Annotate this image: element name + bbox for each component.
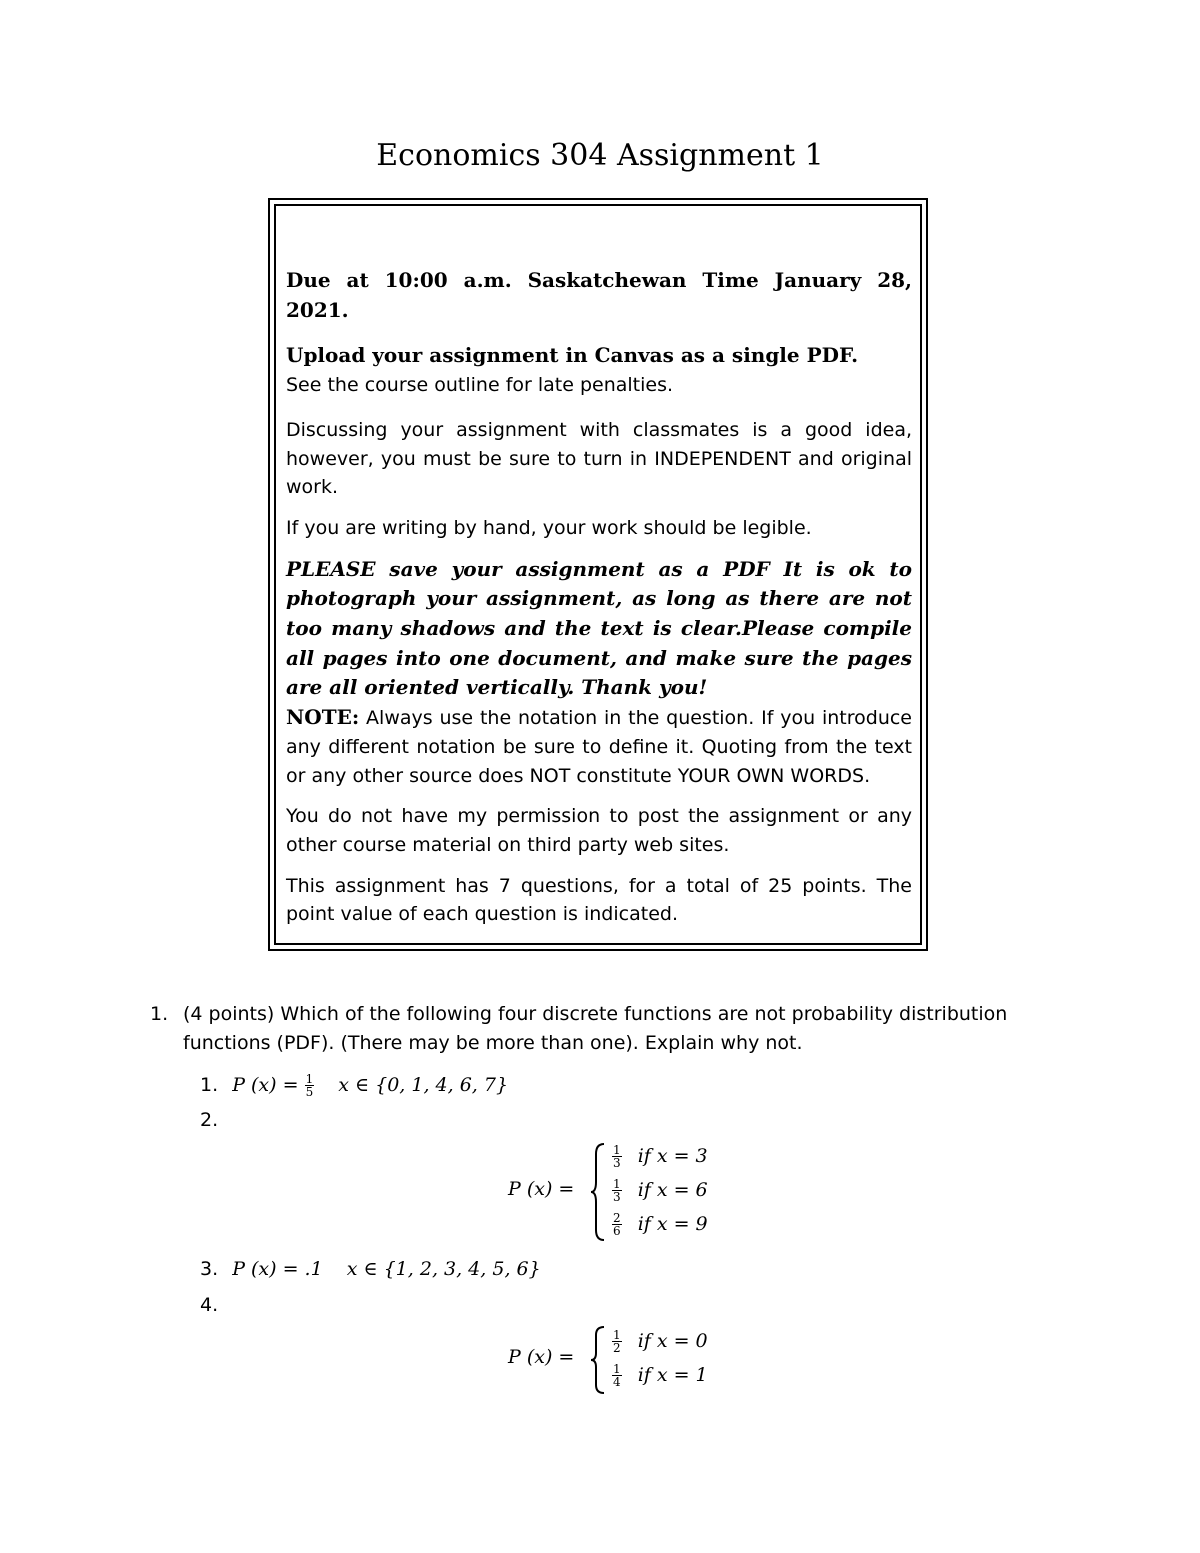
permission-paragraph: You do not have my permission to post the assignment or any other course material on third party web sites. bbox=[286, 805, 912, 856]
due-date bbox=[286, 266, 912, 325]
question-1 bbox=[150, 1000, 1070, 1057]
numerator: 1 bbox=[613, 1177, 621, 1191]
numerator: 1 bbox=[613, 1328, 621, 1342]
case-condition: if x = 0 bbox=[637, 1329, 708, 1352]
denominator: 6 bbox=[613, 1224, 621, 1238]
discuss-paragraph: Discussing your assignment with classmates is a good idea, however, you must be sure to turn in INDEPENDENT and original work. bbox=[286, 418, 912, 499]
case-row bbox=[612, 1329, 708, 1354]
case-condition: if x = 6 bbox=[637, 1178, 708, 1201]
denominator: 5 bbox=[305, 1085, 314, 1099]
sub-item-2-lhs: P (x) = bbox=[508, 1178, 575, 1200]
formula-lhs: P (x) = bbox=[232, 1074, 305, 1096]
fraction bbox=[612, 1212, 622, 1237]
denominator: 2 bbox=[613, 1341, 621, 1355]
numerator: 1 bbox=[613, 1362, 621, 1376]
points-paragraph: This assignment has 7 questions, for a total of 25 points. The point value of each question is indicated. bbox=[286, 874, 912, 926]
case-condition: if x = 9 bbox=[637, 1212, 708, 1235]
note-paragraph bbox=[286, 703, 912, 790]
question-text: (4 points) Which of the following four discrete functions are not probability distribution functions (PDF). (There may be more than one). Explain why not. bbox=[183, 1003, 1008, 1054]
fraction bbox=[612, 1144, 622, 1169]
numerator: 1 bbox=[305, 1072, 314, 1086]
instructions-box-inner bbox=[274, 204, 922, 945]
please-text: PLEASE save your assignment as a PDF It is ok to photograph your assignment, as long as there are not too many shadows and the text is clear.Please compile all pages into one document, and make sure the pages are all oriented vertically. Thank you! bbox=[286, 556, 912, 700]
fraction bbox=[612, 1178, 622, 1203]
note-label: NOTE: bbox=[286, 705, 360, 730]
fraction bbox=[612, 1363, 622, 1388]
sub-item-4-number: 4. bbox=[200, 1294, 219, 1316]
sub-item-1 bbox=[200, 1073, 508, 1098]
upload-instructions bbox=[286, 341, 912, 371]
question-number: 1. bbox=[150, 1003, 169, 1025]
case-condition: if x = 1 bbox=[637, 1363, 708, 1386]
note-text: Always use the notation in the question. If you introduce any different notation be sure to define it. Quoting from the text or any other source does NOT constitute YOUR OWN WORDS. bbox=[286, 707, 912, 787]
formula-domain: x ∈ {1, 2, 3, 4, 5, 6} bbox=[346, 1258, 541, 1280]
fraction bbox=[305, 1073, 315, 1098]
left-brace-icon bbox=[590, 1325, 608, 1395]
left-brace-icon bbox=[590, 1142, 608, 1242]
case-condition: if x = 3 bbox=[637, 1144, 708, 1167]
denominator: 4 bbox=[613, 1375, 621, 1389]
sub-item-2-number: 2. bbox=[200, 1109, 219, 1131]
case-row bbox=[612, 1144, 708, 1169]
denominator: 3 bbox=[613, 1156, 621, 1170]
sub-item-4-lhs: P (x) = bbox=[508, 1346, 575, 1368]
formula-domain: x ∈ {0, 1, 4, 6, 7} bbox=[338, 1074, 509, 1096]
please-paragraph bbox=[286, 555, 912, 704]
page-title: Economics 304 Assignment 1 bbox=[376, 138, 824, 173]
due-text: Due at 10:00 a.m. Saskatchewan Time January 28, 2021. bbox=[286, 268, 912, 322]
legible-paragraph: If you are writing by hand, your work should be legible. bbox=[286, 516, 812, 539]
numerator: 1 bbox=[613, 1143, 621, 1157]
sub-item-3 bbox=[200, 1258, 541, 1280]
late-penalties: See the course outline for late penalties. bbox=[286, 374, 674, 397]
denominator: 3 bbox=[613, 1190, 621, 1204]
case-row bbox=[612, 1363, 708, 1388]
formula-lhs: P (x) = .1 bbox=[232, 1258, 323, 1280]
upload-text: Upload your assignment in Canvas as a single PDF. bbox=[286, 343, 859, 368]
case-row bbox=[612, 1178, 708, 1203]
case-row bbox=[612, 1212, 708, 1237]
instructions-box bbox=[268, 198, 928, 951]
numerator: 2 bbox=[613, 1211, 621, 1225]
fraction bbox=[612, 1329, 622, 1354]
sub-item-number: 3. bbox=[200, 1258, 219, 1280]
sub-item-number: 1. bbox=[200, 1074, 219, 1096]
